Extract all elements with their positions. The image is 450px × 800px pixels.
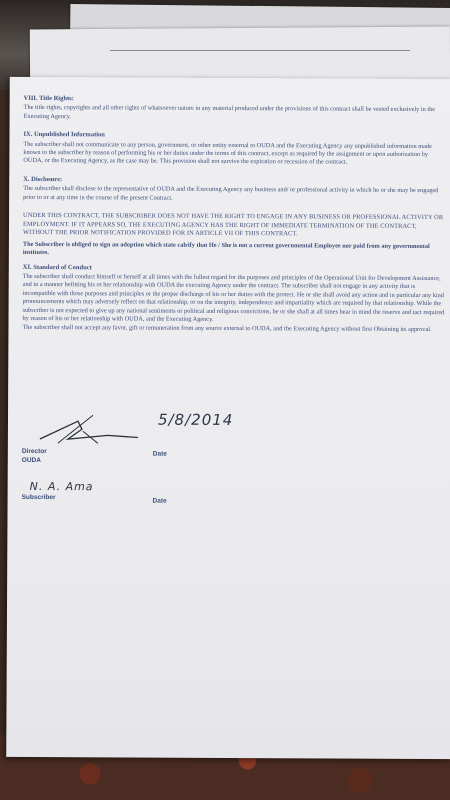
section-text: The title rights, copyrights and all other rights of whatsoever nature in any material produced under the provisions of this contract shall be vested exclusively in the Executing Agency. <box>23 104 436 120</box>
section-title-rights <box>24 95 446 123</box>
section-text: The subscriber shall conduct himself or herself at all times with the fullest regard for the purposes and principles of the Operational Unit for Development Assistance, and in a manner befitting his or her relationship with OUDA the executing Agency under the contract. The subscriber shall not engage in any activity that is incompatible with those purposes and principles or the proper discharge of his or her duties with the protect. He or she shall avoid any action and in particular any kind pronouncements which may adversely reflect on that relationship, or on the integrity, independence and impartiality which are required by that relationship. While the subscriber is not expected to give up any national sentiments or political and religious convictions, he or she shall at all times bear in mind the reserve and tact required by reason of his or her relationship with OUDA, and the Executing Agency. <box>22 272 445 324</box>
caps-notice: UNDER THIS CONTRACT, THE SUBSCRIBER DOES NOT HAVE THE RIGHT TO ENGAGE IN ANY BUSINESS OR PROFESSIONAL ACTIVITY OR EMPLOYMENT. IF IT APPEARS SO, THE EXECUTING AGENCY HAS THE RIGHT OF IMMEDIATE TERMINATION OF THE CONTRACT, WITHOUT THE PRIOR NOTIFICATION PROVIDED FOR IN ARTICLE VII OF THIS CONTRACT. <box>22 211 444 238</box>
bold-notice: The Subscriber is obliged to sign an adoption which state calrify that He / She is not a current governmental Employee nor paid from any governmental institutes. <box>22 240 430 257</box>
section-disclosure <box>23 176 445 204</box>
document-body <box>22 95 445 344</box>
section-standard-of-conduct <box>22 264 444 334</box>
section-heading: VIII. Title Rights: <box>23 94 74 103</box>
subscriber-label: Subscriber <box>21 493 56 502</box>
date-label: Date <box>152 497 167 505</box>
org-label: OUDA <box>21 456 41 465</box>
paper-edge-line <box>110 50 410 51</box>
director-signature <box>38 409 143 450</box>
section-heading: IX. Unpublished Information <box>23 131 105 139</box>
section-unpublished-information <box>23 131 445 168</box>
section-text: The subscriber shall disclose to the representative of OUDA and the Executing Agency any business and/ or professional activity in which he or she may be engaged prior to or at any time in the course of the present Contract. <box>23 185 439 202</box>
director-label: Director <box>21 447 47 456</box>
section-text: The subscriber shall not accept any favor, gift or remuneration from any source external to OUDA, and the Executing Agency without first Obtaining its approval. <box>22 323 432 333</box>
document-page <box>6 77 450 759</box>
date-label: Date <box>152 450 167 458</box>
section-text: The subscriber shall not communicate to any person, government, or other entity external to OUDA and the Executing Agency any unpublished information made known to the subscriber by reason of performing his or her duties under the terms of this contract, except as required by the assignment or upon authorization by OUDA, or the Executing Agency, as the case may be. This provision shall not survive the expiration or recession of the contract. <box>23 140 432 167</box>
section-heading: XI. Standard of Conduct <box>22 263 92 271</box>
section-heading: X. Disclosure: <box>23 175 63 183</box>
handwritten-subscriber-name: N. A. Ama <box>29 479 94 494</box>
handwritten-date: 5/8/2014 <box>157 410 234 430</box>
